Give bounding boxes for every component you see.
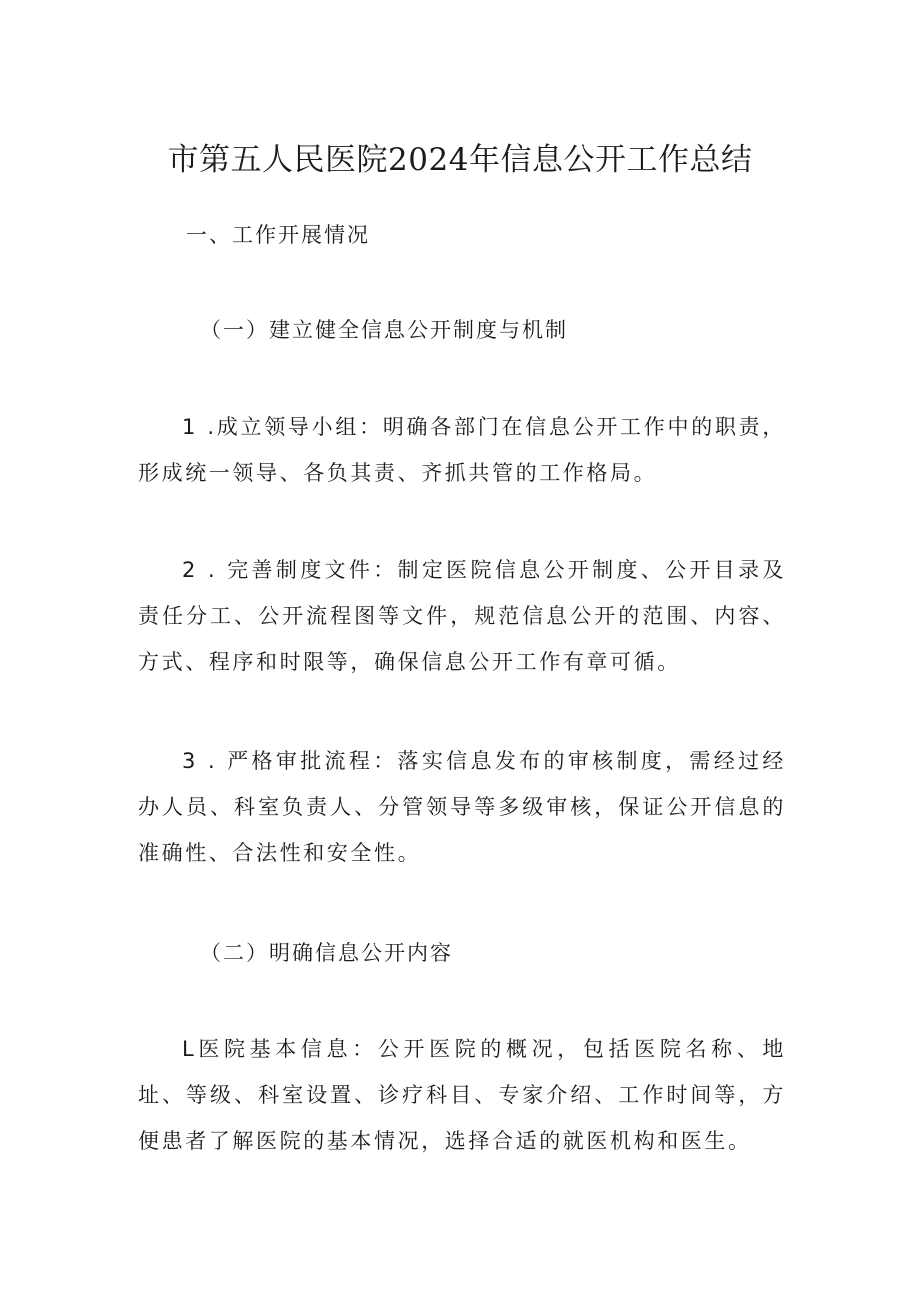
paragraph-item-2: 2 . 完善制度文件：制定医院信息公开制度、公开目录及责任分工、公开流程图等文件，规范信息公开的范围、内容、方式、程序和时限等，确保信息公开工作有章可循。 [138,558,786,674]
subsection-heading-system-mechanism: （一）建立健全信息公开制度与机制 [200,318,568,342]
subsection-heading-disclosure-content: （二）明确信息公开内容 [200,941,453,965]
section-heading-work-progress: 一、工作开展情况 [186,223,370,247]
paragraph-item-3: 3 . 严格审批流程：落实信息发布的审核制度，需经过经办人员、科室负责人、分管领导等多级审核，保证公开信息的准确性、合法性和安全性。 [138,749,786,865]
paragraph-item-1: 1 .成立领导小组：明确各部门在信息公开工作中的职责，形成统一领导、各负其责、齐抓共管的工作格局。 [138,415,786,485]
document-title: 市第五人民医院2024年信息公开工作总结 [167,142,753,178]
paragraph-item-4: L医院基本信息：公开医院的概况，包括医院名称、地址、等级、科室设置、诊疗科目、专家介绍、工作时间等，方便患者了解医院的基本情况，选择合适的就医机构和医生。 [138,1037,786,1153]
